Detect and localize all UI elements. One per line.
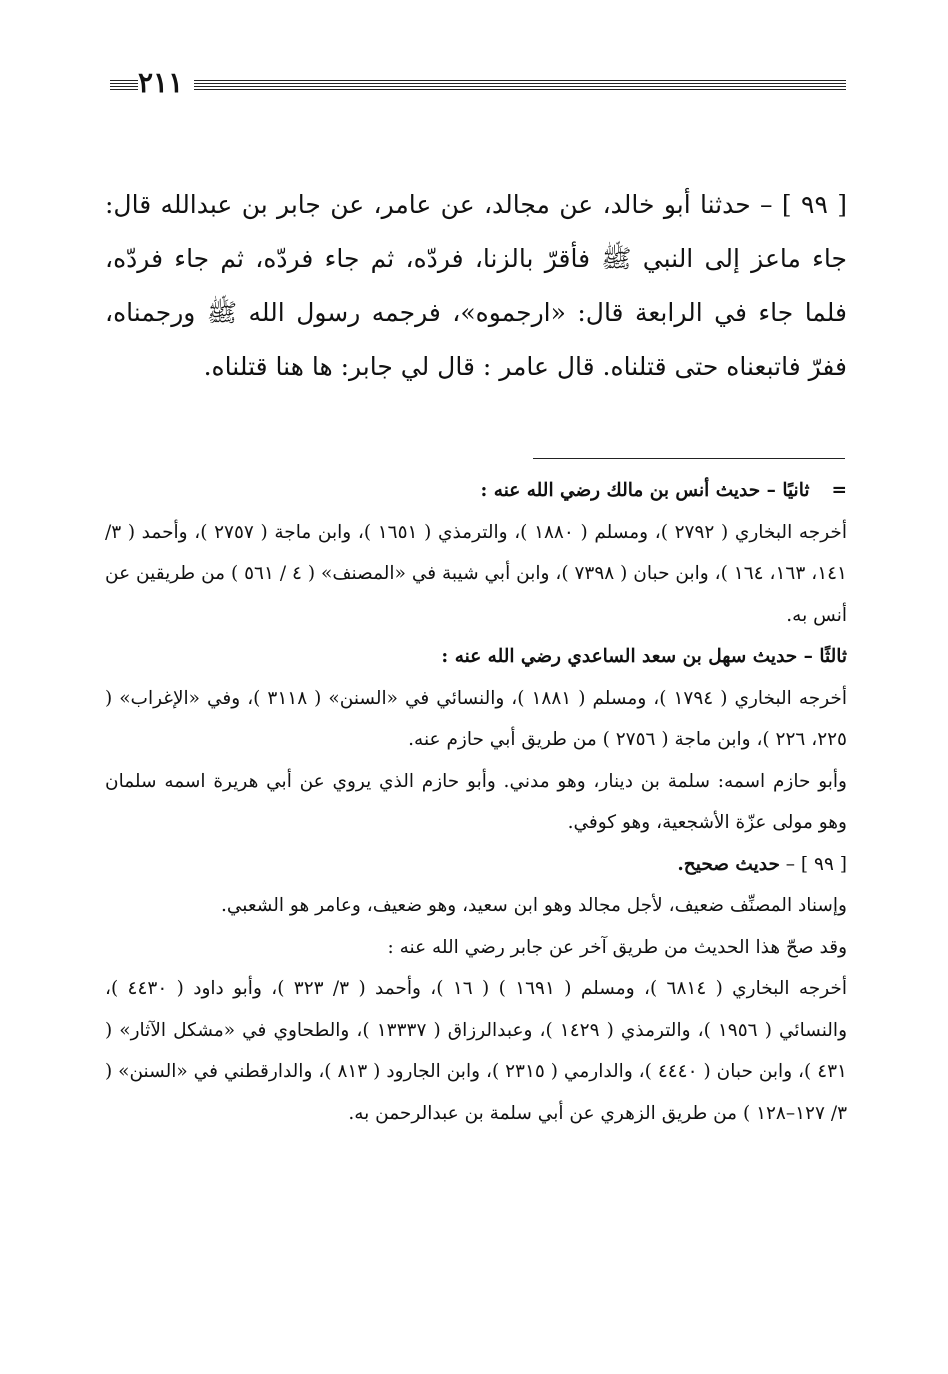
header-rule-left [110, 80, 138, 92]
note-sahl-text: أخرجه البخاري ( ١٧٩٤ )، ومسلم ( ١٨٨١ )، والنسائي في «السنن» ( ٣١١٨ )، وفي «الإغراب» ( ٢٢٥، ٢٢٦ )، وابن ماجة ( ٢٧٥٦ ) من طريق أبي حازم عنه. [105, 687, 847, 750]
footnotes [105, 470, 847, 1134]
heading-sahl: ثالثًا – حديث سهل بن سعد الساعدي رضي الله عنه : [441, 646, 847, 667]
note-anas-text: أخرجه البخاري ( ٢٧٩٢ )، ومسلم ( ١٨٨٠ )، والترمذي ( ١٦٥١ )، وابن ماجة ( ٢٧٥٧ )، وأحمد ( ٣/ ١٤١، ١٦٣، ١٦٤ )، وابن حبان ( ٧٣٩٨ )، وابن أبي شيبة في «المصنف» ( ٤ / ٥٦١ ) من طريقين عن أنس به. [105, 521, 847, 626]
note-marker: = [831, 480, 847, 501]
footnote-divider [533, 458, 845, 459]
hadith-grade-line [105, 844, 847, 886]
hadith-grade: حديث صحيح. [677, 853, 780, 875]
page-header [108, 66, 846, 102]
heading-anas: ثانيًا – حديث أنس بن مالك رضي الله عنه : [480, 480, 810, 501]
other-path-text: أخرجه البخاري ( ٦٨١٤ )، ومسلم ( ١٦٩١ ) ( ١٦ )، وأحمد ( ٣/ ٣٢٣ )، وأبو داود ( ٤٤٣٠ )، والنسائي ( ١٩٥٦ )، والترمذي ( ١٤٢٩ )، وعبدالرزاق ( ١٣٣٣٧ )، والطحاوي في «مشكل الآثار» ( ٤٣١ )، وابن حبان ( ٤٤٤٠ )، والدارمي ( ٢٣١٥ )، وابن الجارود ( ٨١٣ )، والدارقطني في «السنن» ( ٣/ ١٢٧–١٢٨ ) من طريق الزهري عن أبي سلمة بن عبدالرحمن به. [105, 978, 848, 1124]
grade-explanation: وإسناد المصنِّف ضعيف، لأجل مجالد وهو ابن سعيد، وهو ضعيف، وعامر هو الشعبي. [220, 895, 847, 916]
note-heading-anas [105, 470, 847, 512]
hadith-label: [ ٩٩ ] – [785, 853, 847, 875]
note-abu-hazim: وأبو حازم اسمه: سلمة بن دينار، وهو مدني. وأبو حازم الذي يروي عن أبي هريرة اسمه سلمان وهو مولى عزّة الأشجعية، وهو كوفي. [105, 770, 847, 833]
main-hadith-text: [ ٩٩ ] – حدثنا أبو خالد، عن مجالد، عن عامر، عن جابر بن عبدالله قال: جاء ماعز إلى النبي ﷺ فأقرّ بالزنا، فردّه، ثم جاء فردّه، ثم جاء فردّه، فلما جاء في الرابعة قال: «ارجموه»، فرجمه رسول الله ﷺ ورجمناه، ففرّ فاتبعناه حتى قتلناه. قال عامر : قال لي جابر: ها هنا قتلناه. [105, 190, 847, 381]
header-rule [194, 80, 846, 92]
other-path-heading: وقد صحّ هذا الحديث من طريق آخر عن جابر رضي الله عنه : [387, 936, 847, 958]
page-number: ٢١١ [138, 66, 184, 99]
